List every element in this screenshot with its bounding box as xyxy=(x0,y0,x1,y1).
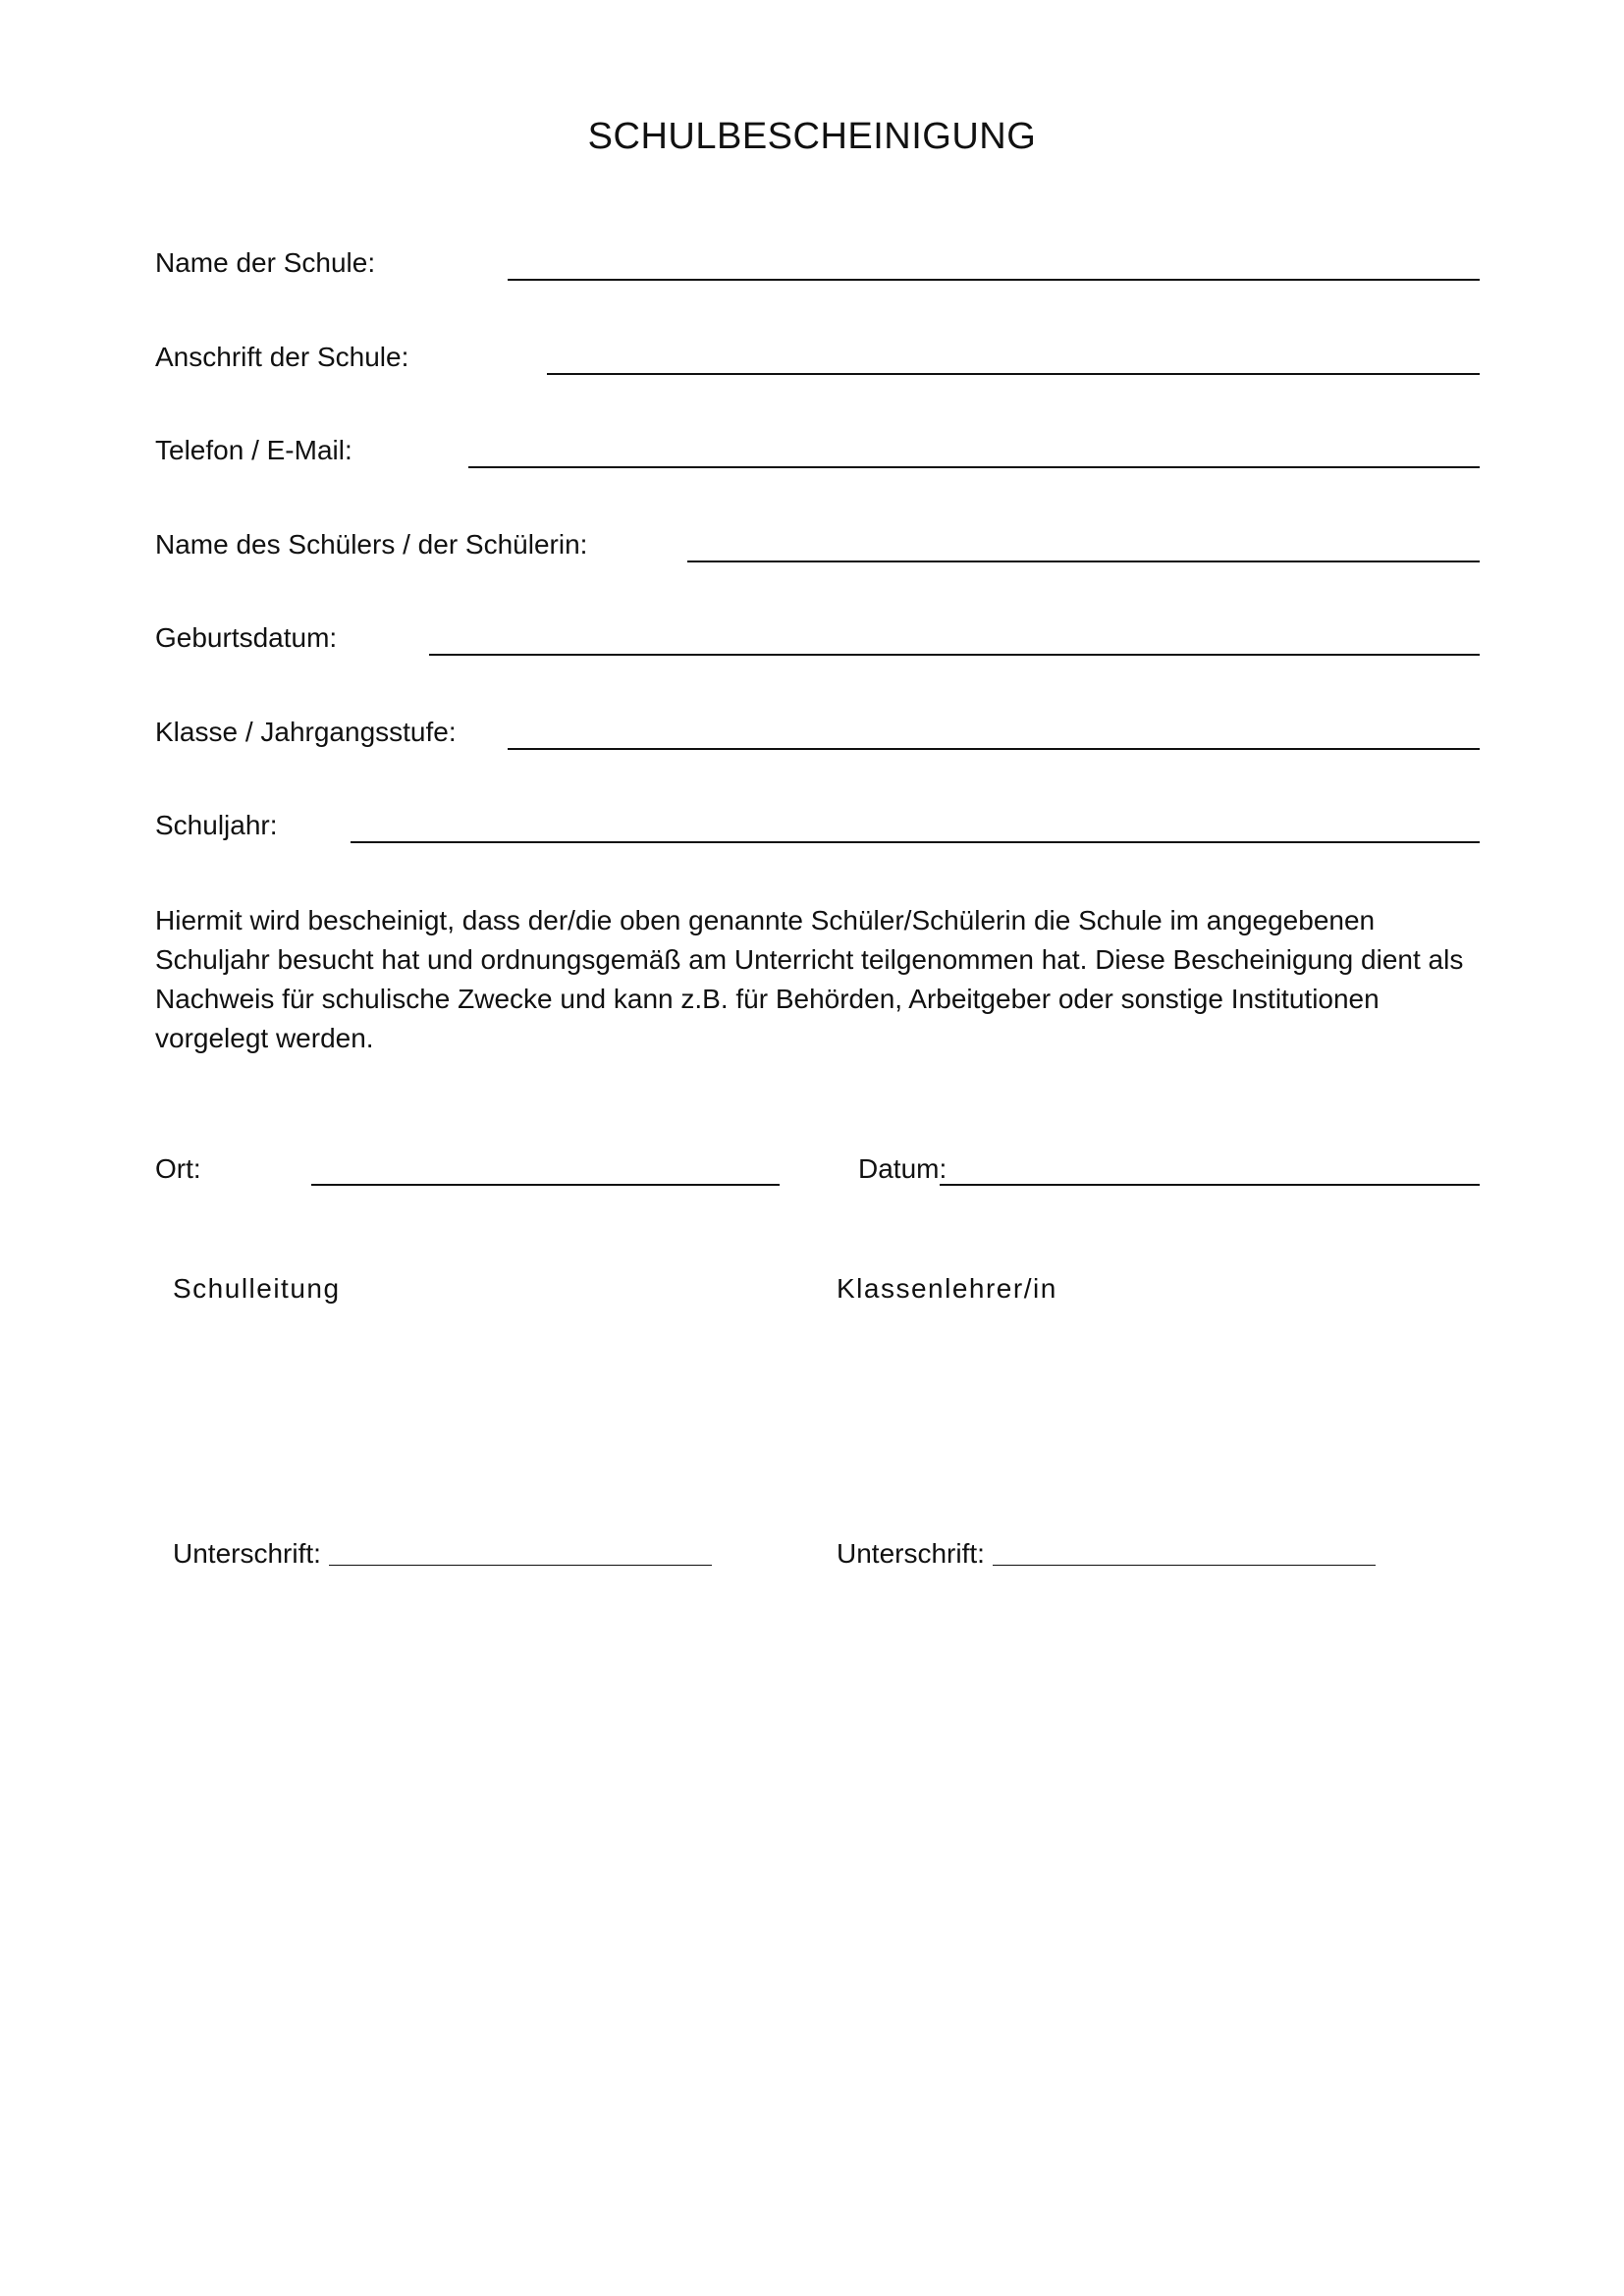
place-label: Ort: xyxy=(155,1153,201,1184)
school-year-field[interactable] xyxy=(351,841,1480,843)
principal-signature-field[interactable] xyxy=(329,1565,712,1566)
class-teacher-signature-field[interactable] xyxy=(993,1565,1376,1566)
birth-date-label: Geburtsdatum: xyxy=(155,622,338,653)
school-year-label: Schuljahr: xyxy=(155,810,278,840)
student-name-label: Name des Schülers / der Schülerin: xyxy=(155,529,588,560)
certification-statement: Hiermit wird bescheinigt, dass der/die oben genannte Schüler/Schülerin die Schule im angegebenen Schuljahr besucht hat und ordnungsgemäß am Unterricht teilgenommen hat. Diese Bescheinigung dient als Nachweis für schulische Zwecke und kann z.B. für Behörden, Arbeitgeber oder sonstige Institutionen vorgelegt werden. xyxy=(155,905,1464,1053)
date-field[interactable] xyxy=(940,1184,1480,1186)
principal-signature-label: Unterschrift: xyxy=(173,1538,321,1569)
class-grade-field[interactable] xyxy=(508,748,1480,750)
student-name-field[interactable] xyxy=(687,561,1480,562)
document-title: SCHULBESCHEINIGUNG xyxy=(587,116,1037,157)
date-label: Datum: xyxy=(858,1153,947,1184)
school-address-label: Anschrift der Schule: xyxy=(155,342,409,372)
school-address-field[interactable] xyxy=(547,373,1480,375)
birth-date-field[interactable] xyxy=(429,654,1480,656)
school-name-label: Name der Schule: xyxy=(155,247,376,278)
phone-email-label: Telefon / E-Mail: xyxy=(155,435,352,465)
class-teacher-signature-label: Unterschrift: xyxy=(837,1538,985,1569)
class-teacher-heading: Klassenlehrer/in xyxy=(837,1273,1057,1304)
principal-heading: Schulleitung xyxy=(173,1273,341,1304)
school-name-field[interactable] xyxy=(508,279,1480,281)
place-field[interactable] xyxy=(311,1184,780,1186)
class-grade-label: Klasse / Jahrgangsstufe: xyxy=(155,717,457,747)
phone-email-field[interactable] xyxy=(468,466,1480,468)
